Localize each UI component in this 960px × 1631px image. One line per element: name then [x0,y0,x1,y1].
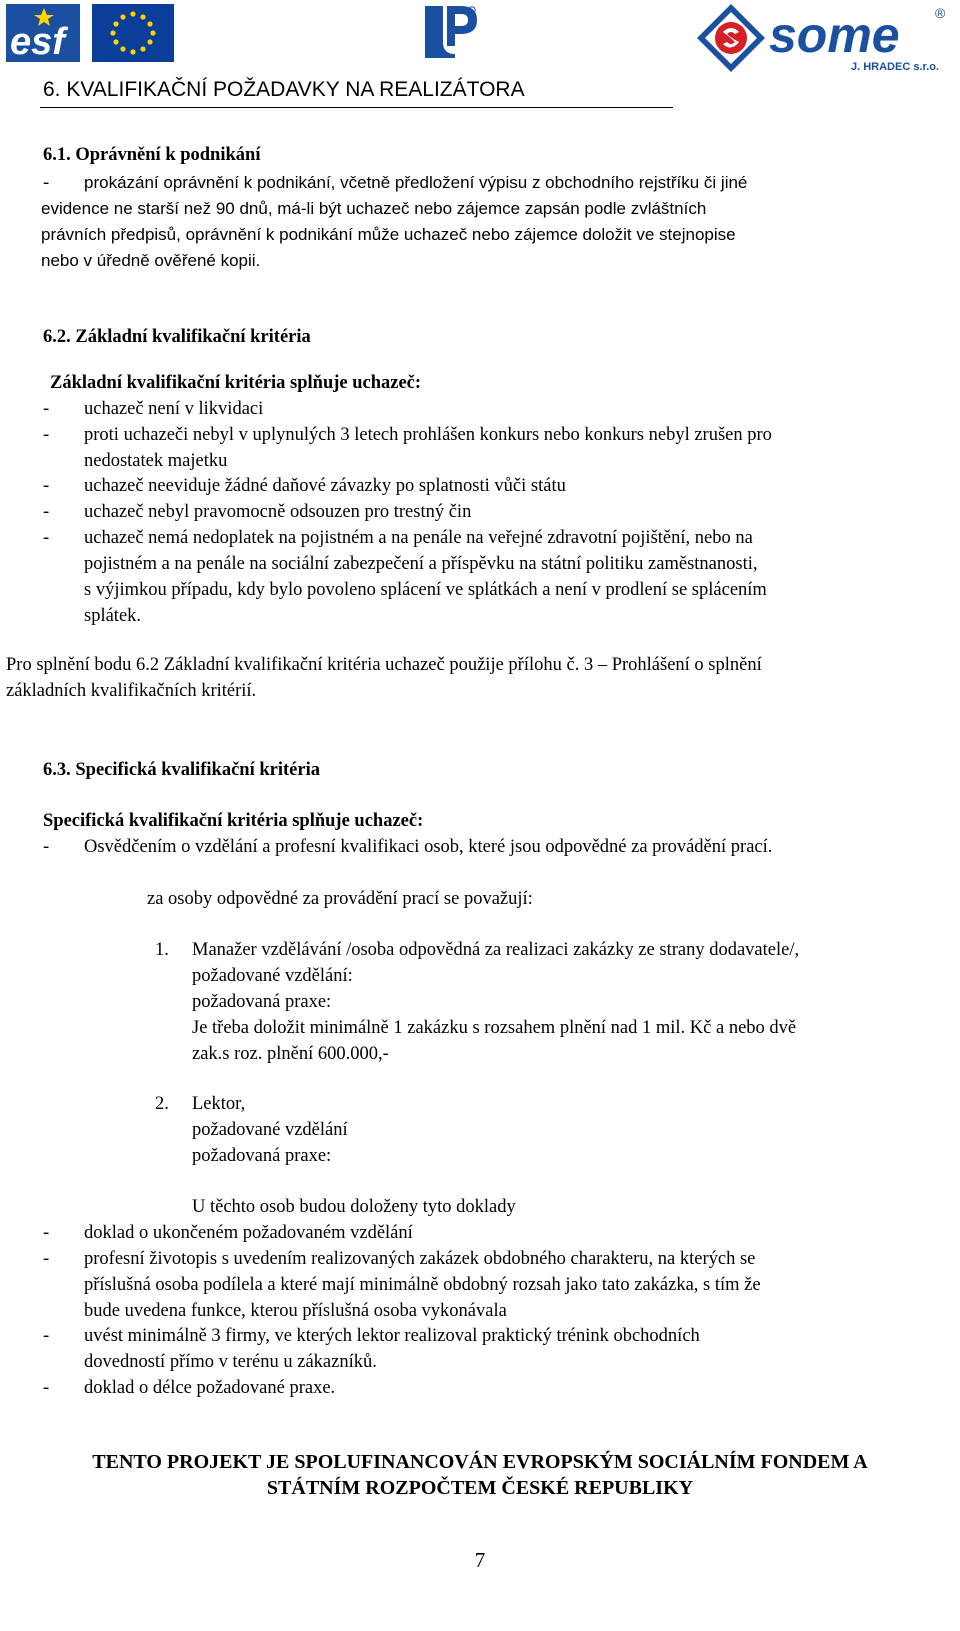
note-line: Pro splnění bodu 6.2 Základní kvalifikační kritéria uchazeč použije přílohu č. 3 – Prohlášení o splnění [6,655,762,675]
document-line: uvést minimálně 3 firmy, ve kterých lektor realizoval praktický trénink obchodních [84,1326,700,1346]
criteria-item [84,525,767,629]
qualification-item: Osvědčením o vzdělání a profesní kvalifikaci osob, které jsou odpovědné za provádění prací. [84,837,773,857]
document-line: profesní životopis s uvedením realizovaných zakázek obdobného charakteru, na kterých se [84,1249,756,1269]
document-item [84,1246,761,1324]
footer-line-2: STÁTNÍM ROZPOČTEM ČESKÉ REPUBLIKY [266,1477,694,1499]
person-line: Lektor, [192,1094,246,1114]
list-dash: - [43,1249,50,1269]
criteria-line: proti uchazeči nebyl v uplynulých 3 letech prohlášen konkurs nebo konkurs nebyl zrušen pro [84,425,772,445]
list-dash: - [43,837,50,857]
list-dash: - [43,502,50,522]
criteria-line: pojistném a na penále na sociální zabezpečení a příspěvku na státní politiku zaměstnanosti, [84,554,758,574]
criteria-line: s výjimkou případu, kdy bylo povoleno splácení ve splátkách a není v prodlení se splácením [84,580,767,600]
paragraph-line: evidence ne starší než 90 dnů, má-li být uchazeč nebo zájemce zapsán podle zvláštních [41,199,707,218]
list-dash: - [43,476,50,496]
page-number: 7 [474,1548,486,1572]
note-line: základních kvalifikačních kritérií. [6,681,257,701]
esf-logo-text: esf [10,21,65,63]
list-dash: - [43,1326,50,1346]
person-line: Je třeba doložit minimálně 1 zakázku s rozsahem plnění nad 1 mil. Kč a nebo dvě [192,1018,797,1038]
paragraph-line: nebo v úředně ověřené kopii. [41,251,261,270]
section-6-3-intro: Specifická kvalifikační kritéria splňuje uchazeč: [43,811,424,831]
person-line: požadovaná praxe: [192,1146,332,1166]
person-number: 1. [155,940,169,960]
person-block [192,937,960,1067]
list-dash: - [43,425,50,445]
list-dash: - [43,528,50,548]
registered-mark: ® [935,5,946,21]
persons-intro: za osoby odpovědné za provádění prací se považují: [147,889,533,909]
criteria-line: nedostatek majetku [84,451,228,471]
person-line: požadované vzdělání: [192,966,353,986]
heading-underline [40,107,673,108]
criteria-item: uchazeč nebyl pravomocně odsouzen pro trestný čin [84,502,472,522]
some-logo-text: some [769,7,900,63]
person-number: 2. [155,1094,169,1114]
document-line: dovedností přímo v terénu u zákazníků. [84,1352,377,1372]
section-6-heading: 6. KVALIFIKAČNÍ POŽADAVKY NA REALIZÁTORA [43,78,525,101]
op-lidske-zdroje-logo [421,2,481,58]
person-line: Manažer vzdělávání /osoba odpovědná za realizaci zakázky ze strany dodavatele/, [192,940,800,960]
paragraph-line: prokázání oprávnění k podnikání, včetně předložení výpisu z obchodního rejstříku či jiné [84,173,748,192]
list-dash: - [43,399,50,419]
document-line: příslušná osoba podílela a které mají minimálně obdobný rozsah jako tato zakázka, s tím že [84,1275,761,1295]
person-block [192,1091,960,1169]
section-6-1-heading: 6.1. Oprávnění k podnikání [43,145,261,165]
section-6-1-paragraph [41,170,748,274]
criteria-item [84,422,772,474]
criteria-item: uchazeč neeviduje žádné daňové závazky po splatnosti vůči státu [84,476,566,496]
document-line: bude uvedena funkce, kterou příslušná osoba vykonávala [84,1301,507,1321]
person-line: požadované vzdělání [192,1120,348,1140]
section-6-2-note [6,652,762,704]
criteria-line: splátek. [84,606,142,626]
section-6-2-intro: Základní kvalifikační kritéria splňuje uchazeč: [50,373,422,393]
section-6-3-heading: 6.3. Specifická kvalifikační kritéria [43,760,320,780]
person-line: zak.s roz. plnění 600.000,- [192,1044,389,1064]
section-6-2-heading: 6.2. Základní kvalifikační kritéria [43,327,311,347]
documents-intro: U těchto osob budou doloženy tyto doklady [192,1197,516,1217]
some-logo [695,2,957,72]
paragraph-line: právních předpisů, oprávnění k podnikání může uchazeč nebo zájemce doložit ve stejnopise [41,225,736,244]
esf-eu-logo [4,2,176,64]
list-dash: - [43,1223,50,1243]
list-dash: - [43,1378,50,1398]
criteria-line: uchazeč nemá nedoplatek na pojistném a na penále na veřejné zdravotní pojištění, nebo na [84,528,753,548]
some-logo-subtitle: J. HRADEC s.r.o. [851,61,940,72]
document-item: doklad o délce požadované praxe. [84,1378,336,1398]
criteria-item: uchazeč není v likvidaci [84,399,264,419]
document-item: doklad o ukončeném požadovaném vzdělání [84,1223,413,1243]
list-dash: - [43,173,50,193]
document-item [84,1323,700,1375]
person-line: požadovaná praxe: [192,992,332,1012]
footer-line-1: TENTO PROJEKT JE SPOLUFINANCOVÁN EVROPSKÝM SOCIÁLNÍM FONDEM A [92,1451,868,1473]
